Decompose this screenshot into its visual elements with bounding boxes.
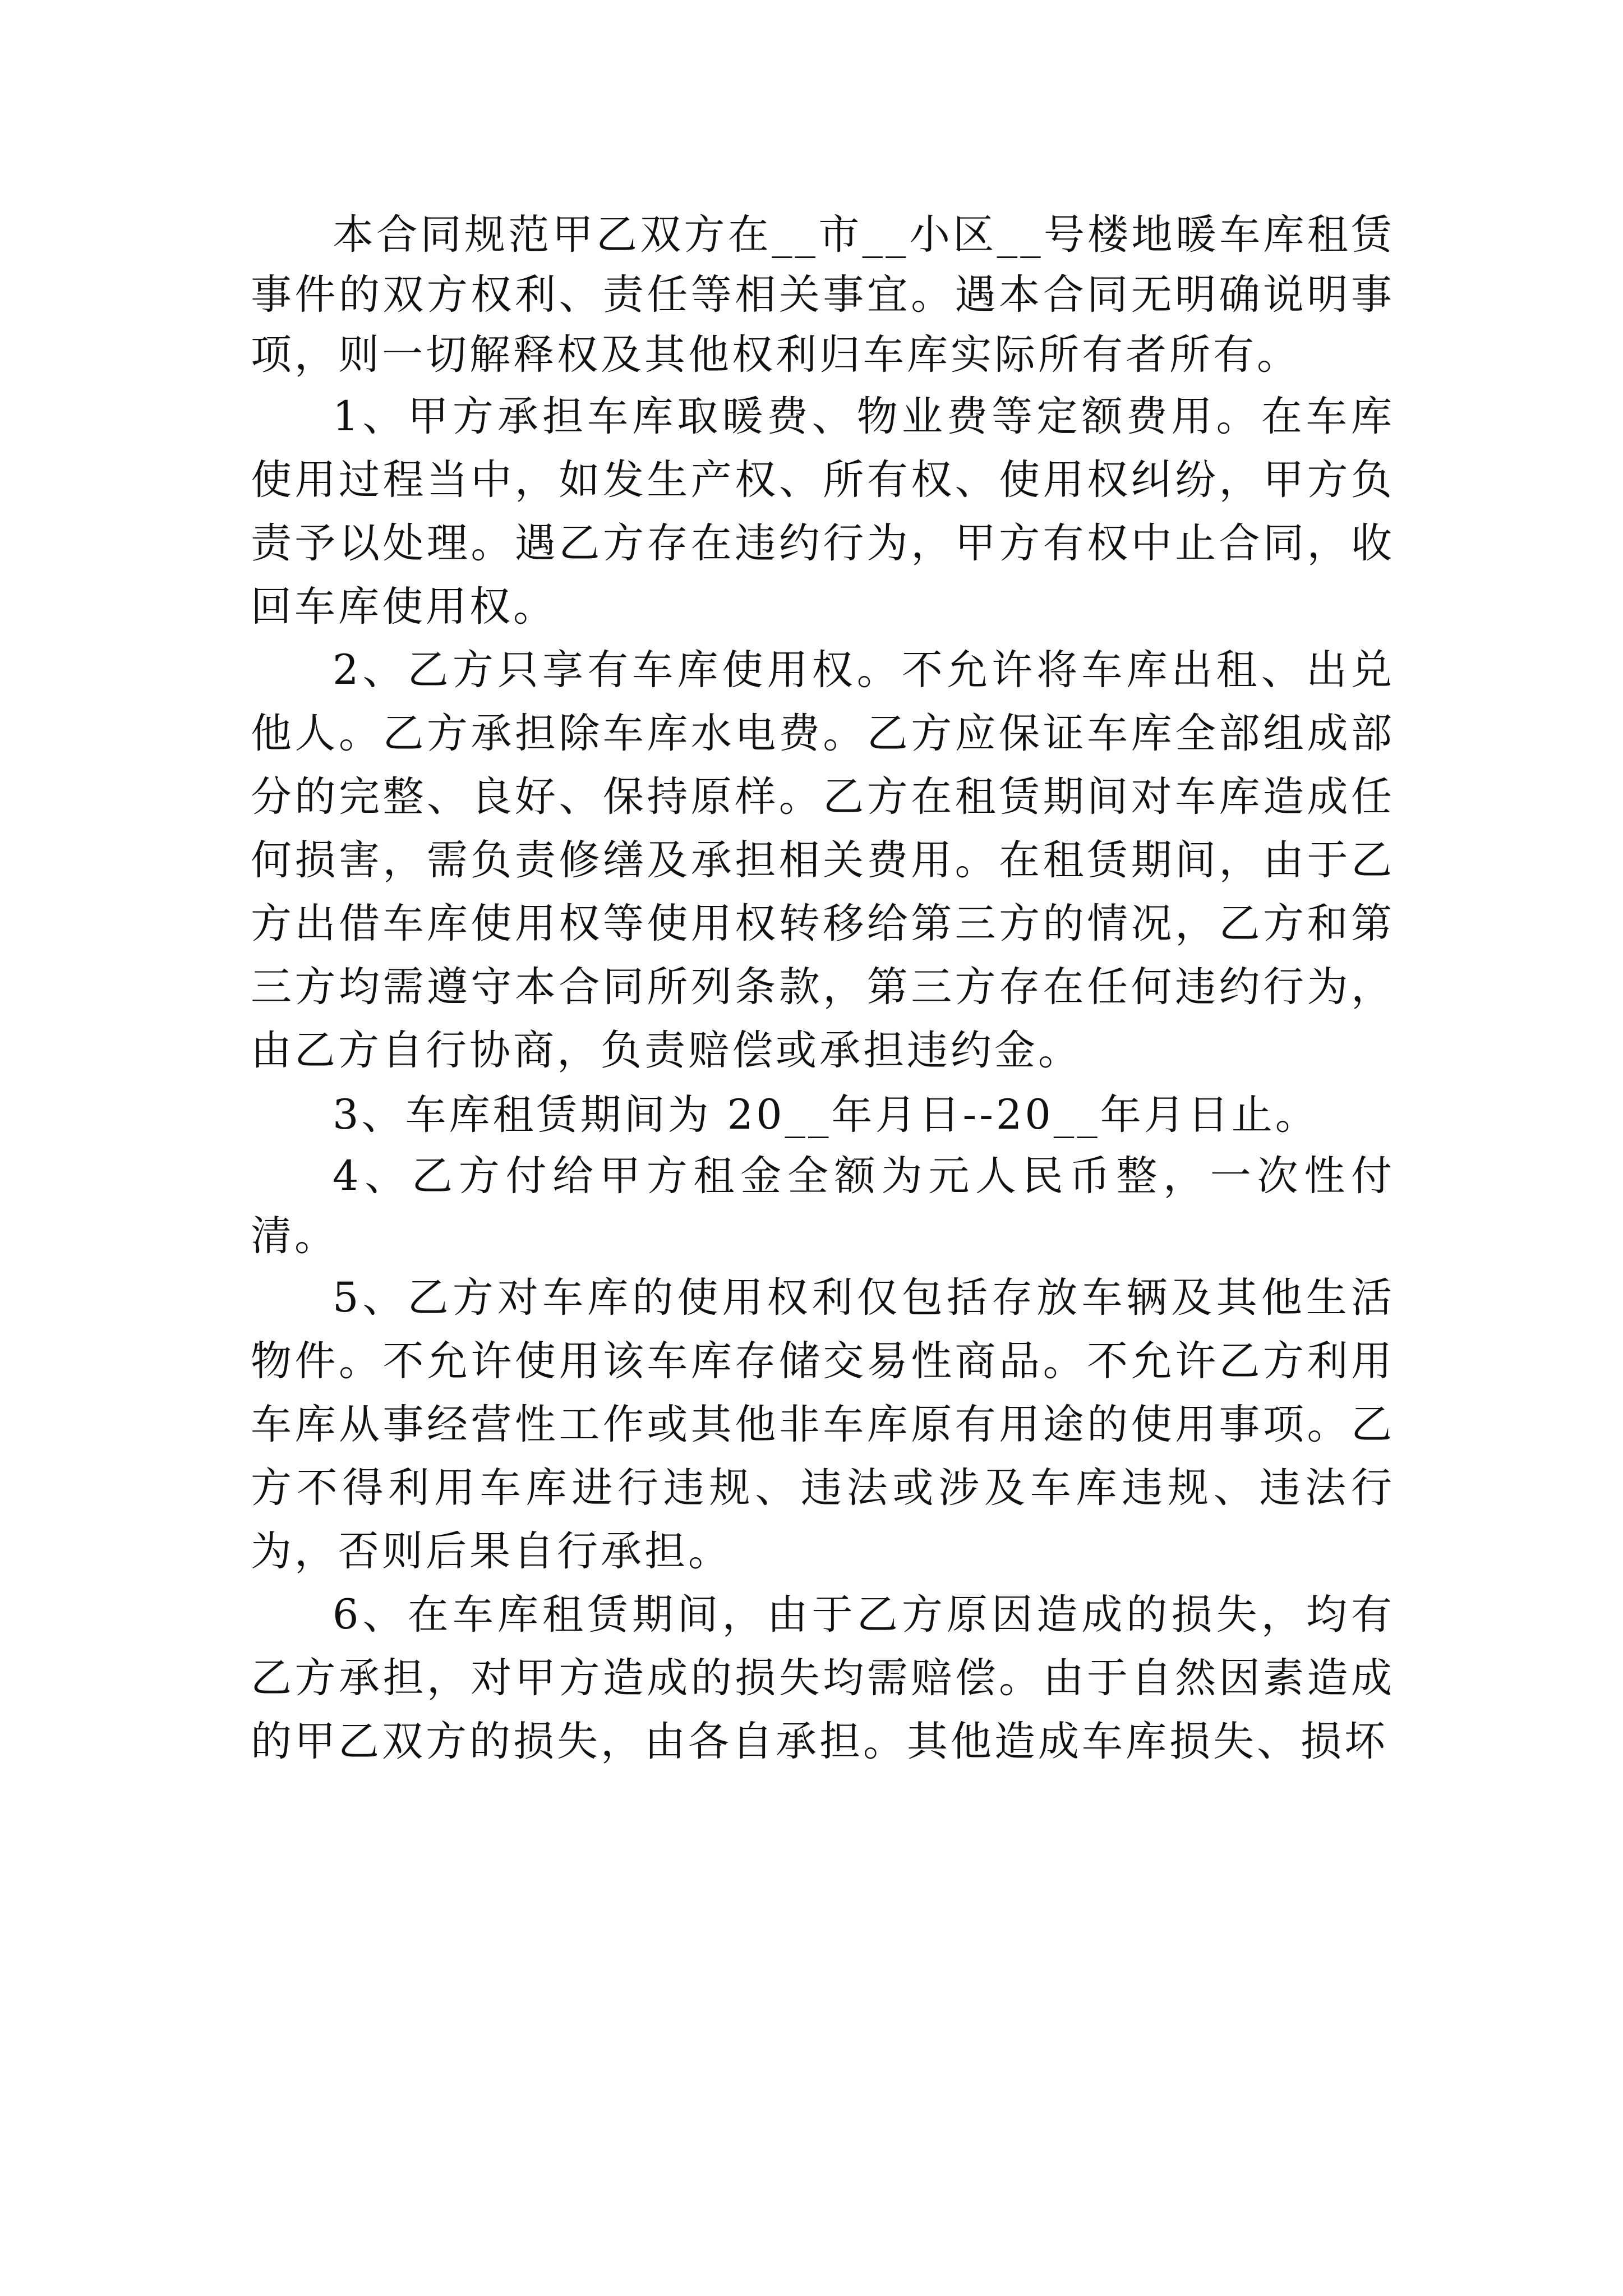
paragraph-clause-2: 2、乙方只享有车库使用权。不允许将车库出租、出兑他人。乙方承担除车库水电费。乙方应保证车库全部组成部分的完整、良好、保持原样。乙方在租赁期间对车库造成任何损害，需负责修缮及承担相关费用。在租赁期间，由于乙方出借车库使用权等使用权转移给第三方的情况，乙方和第三方均需遵守本合同所列条款，第三方存在任何违约行为，由乙方自行协商，负责赔偿或承担违约金。 [251, 646, 1395, 1074]
paragraph-intro: 本合同规范甲乙双方在__市__小区__号楼地暖车库租赁事件的双方权利、责任等相关事宜。遇本合同无明确说明事项，则一切解释权及其他权利归车库实际所有者所有。 [251, 211, 1395, 379]
paragraph-clause-3: 3、车库租赁期间为 20__年月日--20__年月日止。 [333, 1091, 1319, 1139]
document-body [251, 205, 1395, 1773]
paragraph-clause-4: 4、乙方付给甲方租金全额为元人民币整，一次性付清。 [251, 1152, 1395, 1260]
paragraph-clause-6: 6、在车库租赁期间，由于乙方原因造成的损失，均有乙方承担，对甲方造成的损失均需赔偿。由于自然因素造成的甲乙双方的损失，由各自承担。其他造成车库损失、损坏 [251, 1591, 1395, 1765]
paragraph-clause-1: 1、甲方承担车库取暖费、物业费等定额费用。在车库使用过程当中，如发生产权、所有权、使用权纠纷，甲方负责予以处理。遇乙方存在违约行为，甲方有权中止合同，收回车库使用权。 [251, 393, 1395, 631]
paragraph-clause-5: 5、乙方对车库的使用权利仅包括存放车辆及其他生活物件。不允许使用该车库存储交易性商品。不允许乙方利用车库从事经营性工作或其他非车库原有用途的使用事项。乙方不得利用车库进行违规、违法或涉及车库违规、违法行为，否则后果自行承担。 [251, 1274, 1395, 1575]
